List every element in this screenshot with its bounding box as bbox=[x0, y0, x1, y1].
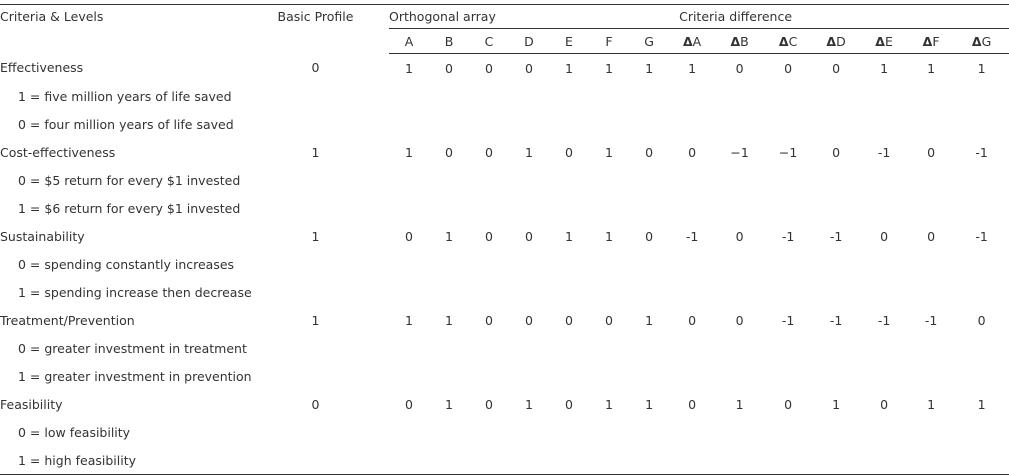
ortho-cell: 1 bbox=[525, 144, 533, 160]
ortho-cell: 0 bbox=[485, 396, 493, 412]
diff-cell: 1 bbox=[832, 396, 841, 412]
diff-cell: 1 bbox=[927, 396, 936, 412]
basic-profile-cell: 1 bbox=[311, 144, 320, 160]
criterion-row bbox=[0, 222, 1009, 250]
diff-col-letter: A bbox=[692, 33, 702, 49]
diff-cell: -1 bbox=[781, 312, 795, 328]
level-label: 0 = greater investment in treatment bbox=[18, 340, 247, 356]
ortho-cell: 1 bbox=[405, 312, 413, 328]
ortho-col-header: G bbox=[629, 29, 669, 54]
header-row-1 bbox=[0, 5, 1009, 29]
criterion-label: Treatment/Prevention bbox=[0, 312, 135, 328]
diff-cell: -1 bbox=[924, 312, 938, 328]
ortho-col-header: C bbox=[469, 29, 509, 54]
criterion-label: Effectiveness bbox=[0, 60, 84, 76]
level-row bbox=[0, 250, 1009, 278]
ortho-cell: 1 bbox=[605, 396, 613, 412]
level-label: 0 = $5 return for every $1 invested bbox=[18, 172, 241, 188]
ortho-cell: 0 bbox=[605, 312, 613, 328]
diff-cell: -1 bbox=[877, 312, 891, 328]
ortho-cell: 0 bbox=[565, 144, 573, 160]
diff-cell: 1 bbox=[880, 60, 889, 76]
delta-symbol: Δ bbox=[730, 33, 741, 49]
diff-cell: 0 bbox=[832, 144, 841, 160]
diff-col-header bbox=[715, 29, 764, 54]
ortho-cell: 1 bbox=[445, 396, 453, 412]
level-label: 0 = low feasibility bbox=[18, 424, 131, 440]
diff-cell: 0 bbox=[688, 144, 697, 160]
header-criteria: Criteria & Levels bbox=[0, 9, 104, 24]
diff-cell: 1 bbox=[735, 396, 744, 412]
diff-col-header bbox=[764, 29, 812, 54]
ortho-cell: 0 bbox=[405, 396, 413, 412]
diff-cell: 0 bbox=[880, 396, 889, 412]
diff-cell: 0 bbox=[927, 144, 936, 160]
delta-symbol: Δ bbox=[971, 33, 982, 49]
diff-cell: 0 bbox=[927, 228, 936, 244]
level-row bbox=[0, 278, 1009, 306]
ortho-cell: 1 bbox=[525, 396, 533, 412]
ortho-cell: 0 bbox=[525, 312, 533, 328]
diff-cell: 0 bbox=[735, 312, 744, 328]
basic-profile-cell: 0 bbox=[311, 396, 320, 412]
criterion-label: Cost-effectiveness bbox=[0, 144, 116, 160]
criterion-label: Sustainability bbox=[0, 228, 85, 244]
ortho-col-header: E bbox=[549, 29, 589, 54]
diff-col-letter: D bbox=[836, 33, 846, 49]
ortho-col-header: A bbox=[389, 29, 429, 54]
ortho-cell: 1 bbox=[605, 144, 613, 160]
ortho-cell: 1 bbox=[605, 228, 613, 244]
diff-cell: 0 bbox=[688, 312, 697, 328]
ortho-cell: 0 bbox=[485, 312, 493, 328]
diff-cell: -1 bbox=[975, 144, 988, 160]
diff-col-letter: E bbox=[884, 33, 893, 49]
diff-col-header bbox=[954, 29, 1009, 54]
diff-cell: −1 bbox=[730, 144, 749, 160]
diff-cell: -1 bbox=[975, 228, 988, 244]
ortho-cell: 0 bbox=[445, 60, 453, 76]
diff-cell: 0 bbox=[977, 312, 986, 328]
level-row bbox=[0, 418, 1009, 446]
ortho-cell: 1 bbox=[565, 60, 573, 76]
delta-symbol: Δ bbox=[778, 33, 789, 49]
ortho-cell: 0 bbox=[525, 228, 533, 244]
level-label: 0 = four million years of life saved bbox=[18, 116, 234, 132]
diff-cell: 0 bbox=[735, 228, 744, 244]
level-row bbox=[0, 110, 1009, 138]
ortho-cell: 0 bbox=[485, 60, 493, 76]
criteria-table bbox=[0, 4, 1009, 475]
level-row bbox=[0, 82, 1009, 110]
level-row bbox=[0, 166, 1009, 194]
diff-cell: -1 bbox=[781, 228, 795, 244]
ortho-cell: 1 bbox=[405, 60, 413, 76]
diff-cell: 0 bbox=[735, 60, 744, 76]
diff-col-header bbox=[669, 29, 715, 54]
level-row bbox=[0, 334, 1009, 362]
criterion-row bbox=[0, 138, 1009, 166]
level-row bbox=[0, 446, 1009, 475]
ortho-cell: 1 bbox=[445, 312, 453, 328]
diff-cell: 0 bbox=[784, 396, 793, 412]
ortho-col-header: D bbox=[509, 29, 549, 54]
diff-cell: 0 bbox=[688, 396, 697, 412]
ortho-cell: 1 bbox=[645, 312, 654, 328]
ortho-cell: 0 bbox=[405, 228, 413, 244]
level-label: 1 = five million years of life saved bbox=[18, 88, 232, 104]
ortho-cell: 0 bbox=[445, 144, 453, 160]
level-label: 1 = $6 return for every $1 invested bbox=[18, 200, 241, 216]
diff-cell: 1 bbox=[927, 60, 936, 76]
ortho-col-header: B bbox=[429, 29, 469, 54]
criterion-row bbox=[0, 54, 1009, 83]
ortho-cell: 0 bbox=[565, 312, 573, 328]
diff-cell: -1 bbox=[877, 144, 891, 160]
diff-col-letter: G bbox=[981, 33, 992, 49]
ortho-cell: 1 bbox=[605, 60, 613, 76]
diff-cell: -1 bbox=[829, 228, 843, 244]
diff-cell: -1 bbox=[829, 312, 843, 328]
header-orthogonal-array: Orthogonal array bbox=[389, 5, 669, 29]
diff-col-letter: C bbox=[788, 33, 798, 49]
delta-symbol: Δ bbox=[922, 33, 933, 49]
diff-cell: 1 bbox=[977, 396, 986, 412]
delta-symbol: Δ bbox=[682, 33, 693, 49]
ortho-cell: 0 bbox=[645, 144, 654, 160]
diff-col-header bbox=[908, 29, 954, 54]
level-label: 1 = greater investment in prevention bbox=[18, 368, 252, 384]
criterion-label: Feasibility bbox=[0, 396, 63, 412]
diff-cell: 1 bbox=[977, 60, 986, 76]
diff-col-header bbox=[812, 29, 860, 54]
header-criteria-difference: Criteria difference bbox=[669, 5, 1009, 29]
ortho-cell: 0 bbox=[485, 228, 493, 244]
ortho-cell: 1 bbox=[405, 144, 413, 160]
level-label: 0 = spending constantly increases bbox=[18, 256, 235, 272]
ortho-cell: 0 bbox=[525, 60, 533, 76]
diff-col-header bbox=[860, 29, 908, 54]
delta-symbol: Δ bbox=[875, 33, 885, 49]
ortho-cell: 0 bbox=[645, 228, 654, 244]
diff-cell: 0 bbox=[832, 60, 841, 76]
criterion-row bbox=[0, 306, 1009, 334]
ortho-cell: 0 bbox=[485, 144, 493, 160]
diff-cell: 1 bbox=[688, 60, 697, 76]
ortho-cell: 1 bbox=[645, 60, 654, 76]
basic-profile-cell: 0 bbox=[311, 60, 320, 76]
delta-symbol: Δ bbox=[826, 33, 837, 49]
diff-col-letter: F bbox=[932, 33, 940, 49]
criterion-row bbox=[0, 390, 1009, 418]
level-label: 1 = spending increase then decrease bbox=[18, 284, 252, 300]
ortho-cell: 1 bbox=[445, 228, 453, 244]
level-row bbox=[0, 194, 1009, 222]
diff-cell: -1 bbox=[685, 228, 699, 244]
ortho-cell: 0 bbox=[565, 396, 573, 412]
diff-cell: 0 bbox=[880, 228, 889, 244]
table-body bbox=[0, 54, 1009, 475]
basic-profile-cell: 1 bbox=[311, 228, 320, 244]
diff-cell: −1 bbox=[778, 144, 798, 160]
ortho-cell: 1 bbox=[565, 228, 573, 244]
level-row bbox=[0, 362, 1009, 390]
level-label: 1 = high feasibility bbox=[18, 452, 136, 468]
ortho-cell: 1 bbox=[645, 396, 654, 412]
diff-col-letter: B bbox=[740, 33, 749, 49]
diff-cell: 0 bbox=[784, 60, 793, 76]
ortho-col-header: F bbox=[589, 29, 629, 54]
basic-profile-cell: 1 bbox=[311, 312, 320, 328]
header-basic-profile: Basic Profile bbox=[277, 9, 354, 24]
